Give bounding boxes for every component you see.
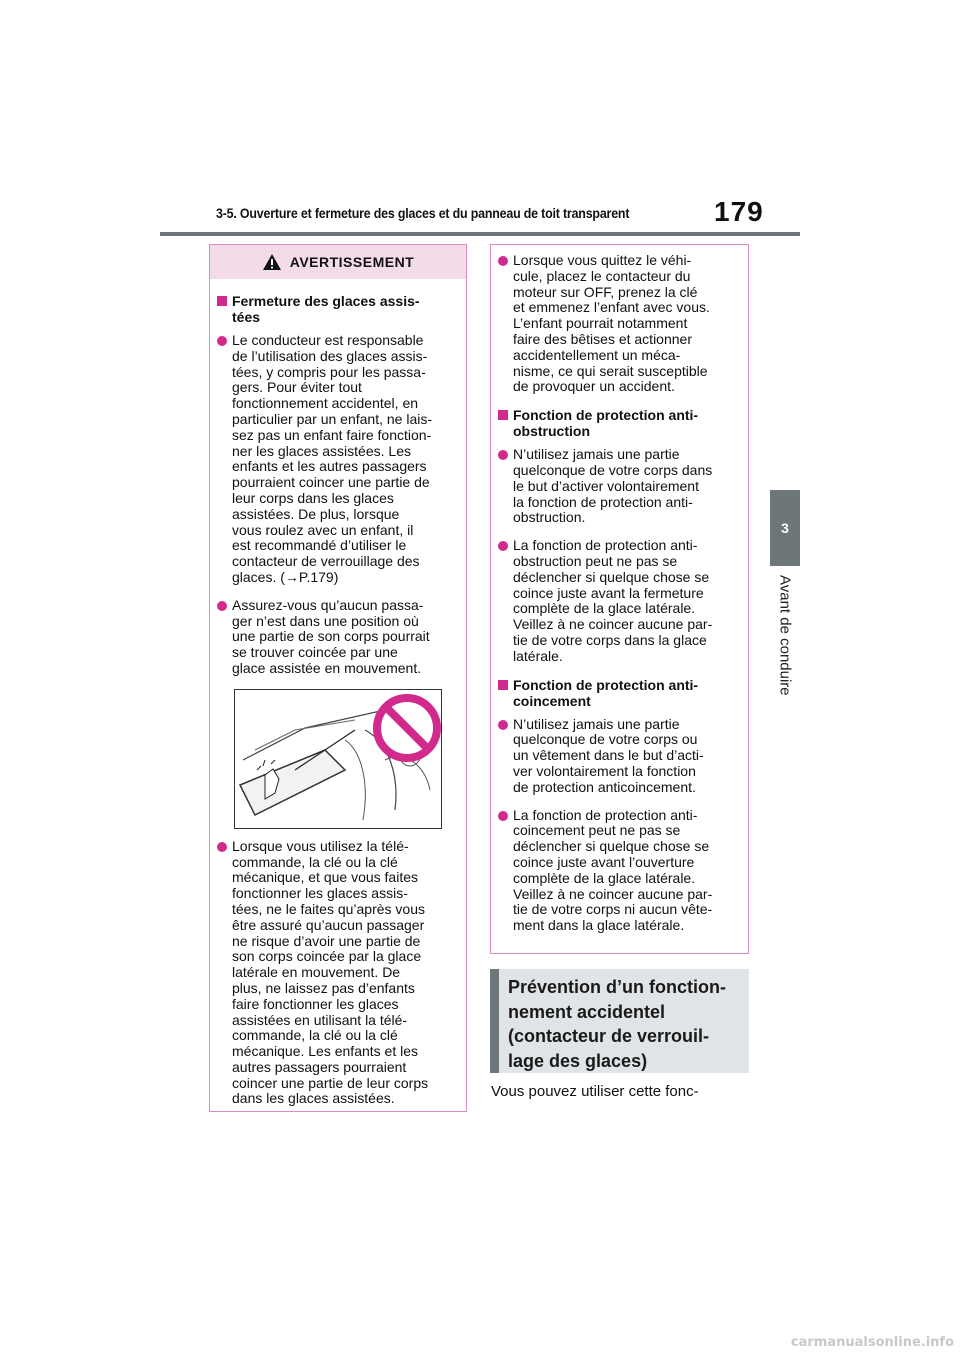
bullet-item: La fonction de protection anti- obstruction peut ne pas se déclencher si quelque chose se coince juste avant la fermeture complète de la glace latérale. Veillez à ne coincer aucune par- tie de votre corps dans la glace latérale.: [497, 538, 742, 664]
chapter-tab: [770, 490, 800, 566]
subhead-power-windows: Fermeture des glaces assis- tées: [216, 293, 460, 325]
page-number: 179: [714, 196, 764, 227]
warning-box-right: [490, 244, 749, 954]
bullet-item: Assurez-vous qu’aucun passa- ger n’est dans une position où une partie de son corps pourrait se trouver coincée par une glace assistée en mouvement.: [216, 598, 460, 677]
header-rule: [160, 232, 800, 236]
chapter-number: 3: [781, 520, 789, 536]
round-bullet-icon: [498, 256, 508, 266]
bullet-item: Lorsque vous utilisez la télé- commande, la clé ou la clé mécanique, et que vous faites fonctionner les glaces assis- tées, ne le faites qu’après vous être assuré qu’aucun passager ne risque d’avoir une partie de son corps coincée par la glace latérale en mouvement. De plus, ne laissez pas d’enfants faire fonctionner les glaces assistées en utilisant la télé- commande, la clé ou la clé mécanique. Les enfants et les autres passagers pourraient coincer une partie de leur corps dans les glaces assistées.: [216, 839, 460, 1108]
bullet-item: La fonction de protection anti- coincement peut ne pas se déclencher si quelque chose se coince juste avant l’ouverture complète de la glace latérale. Veillez à ne coincer aucune par- tie de votre corps ni aucun vête- ment dans la glace latérale.: [497, 808, 742, 934]
round-bullet-icon: [217, 842, 227, 852]
round-bullet-icon: [498, 541, 508, 551]
bullet-item: Le conducteur est responsable de l’utilisation des glaces assis- tées, y compris pour les passa- gers. Pour éviter tout fonctionnement accidentel, en particulier par un enfant, ne lais- sez pas un enfant faire fonction- ner les glaces assistées. Les enfants et les autres passagers pourraient coincer une partie de leur corps dans les glaces assistées. De plus, lorsque vous roulez avec un enfant, il est recommandé d’utiliser le contacteur de verrouillage des glaces. (→P.179): [216, 333, 460, 586]
subhead-anti-obstruction: Fonction de protection anti- obstruction: [497, 407, 742, 439]
round-bullet-icon: [217, 336, 227, 346]
round-bullet-icon: [498, 811, 508, 821]
round-bullet-icon: [498, 450, 508, 460]
round-bullet-icon: [498, 720, 508, 730]
watermark-logo: carmanualsonline.info: [790, 1335, 954, 1350]
body-paragraph: Vous pouvez utiliser cette fonc-: [491, 1083, 699, 1100]
hand-caught-in-window-illustration: [234, 689, 442, 829]
warning-title: AVERTISSEMENT: [289, 254, 415, 270]
running-header-title: 3-5. Ouverture et fermeture des glaces et du panneau de toit transparent: [216, 206, 630, 221]
subhead-anti-pinch: Fonction de protection anti- coincement: [497, 677, 742, 709]
warning-header: [210, 245, 466, 279]
square-bullet-icon: [217, 296, 227, 306]
bullet-item: N’utilisez jamais une partie quelconque de votre corps dans le but d’activer volontairement la fonction de protection anti- obstruction.: [497, 447, 742, 526]
bullet-item: Lorsque vous quittez le véhi- cule, placez le contacteur du moteur sur OFF, prenez la clé et emmenez l’enfant avec vous. L’enfant pourrait notamment faire des bêtises et actionner accidentellement un méca- nisme, ce qui serait susceptible de provoquer un accident.: [497, 253, 742, 395]
bullet-item: N’utilisez jamais une partie quelconque de votre corps ou un vêtement dans le but d’acti- ver volontairement la fonction de protection anticoincement.: [497, 717, 742, 796]
section-heading: Prévention d’un fonction- nement accidentel (contacteur de verrouil- lage des glaces): [490, 969, 749, 1073]
warning-triangle-icon: [262, 253, 282, 271]
warning-box-left: [209, 244, 467, 1112]
square-bullet-icon: [498, 410, 508, 420]
square-bullet-icon: [498, 680, 508, 690]
round-bullet-icon: [217, 601, 227, 611]
chapter-label: Avant de conduire: [776, 575, 794, 696]
